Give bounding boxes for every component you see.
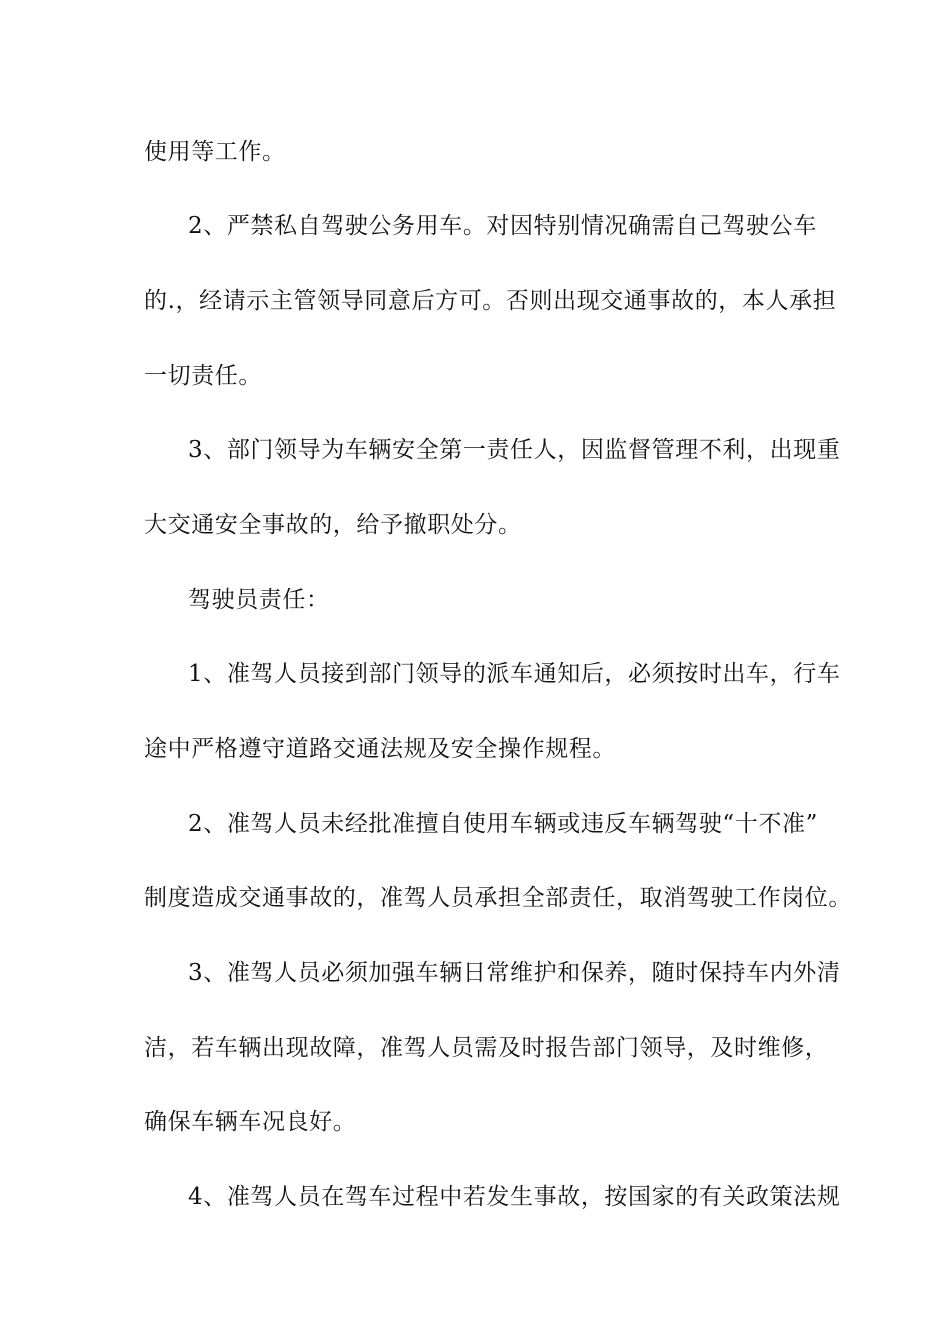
text-line: 使用等工作。: [144, 139, 286, 165]
paragraph-line: 1、准驾人员接到部门领导的派车通知后，必须按时出车，行车: [188, 661, 841, 687]
paragraph-line: 4、准驾人员在驾车过程中若发生事故，按国家的有关政策法规: [188, 1184, 841, 1210]
text-line: 途中严格遵守道路交通法规及安全操作规程。: [144, 736, 616, 762]
text-line: 大交通安全事故的，给予撤职处分。: [144, 512, 522, 538]
text-line: 洁，若车辆出现故障，准驾人员需及时报告部门领导，及时维修，: [144, 1035, 829, 1061]
section-heading: 驾驶员责任：: [188, 587, 330, 613]
paragraph-line: 3、准驾人员必须加强车辆日常维护和保养，随时保持车内外清: [188, 960, 841, 986]
text-line: 的.，经请示主管领导同意后方可。否则出现交通事故的，本人承担: [144, 288, 837, 314]
paragraph-line: 2、严禁私自驾驶公务用车。对因特别情况确需自己驾驶公车: [188, 213, 817, 239]
paragraph-line: 3、部门领导为车辆安全第一责任人，因监督管理不利，出现重: [188, 437, 841, 463]
text-line: 一切责任。: [144, 363, 262, 389]
paragraph-line: 2、准驾人员未经批准擅自使用车辆或违反车辆驾驶“十不准”: [188, 811, 818, 837]
text-line: 确保车辆车况良好。: [144, 1109, 357, 1135]
text-line: 制度造成交通事故的，准驾人员承担全部责任，取消驾驶工作岗位。: [144, 885, 852, 911]
